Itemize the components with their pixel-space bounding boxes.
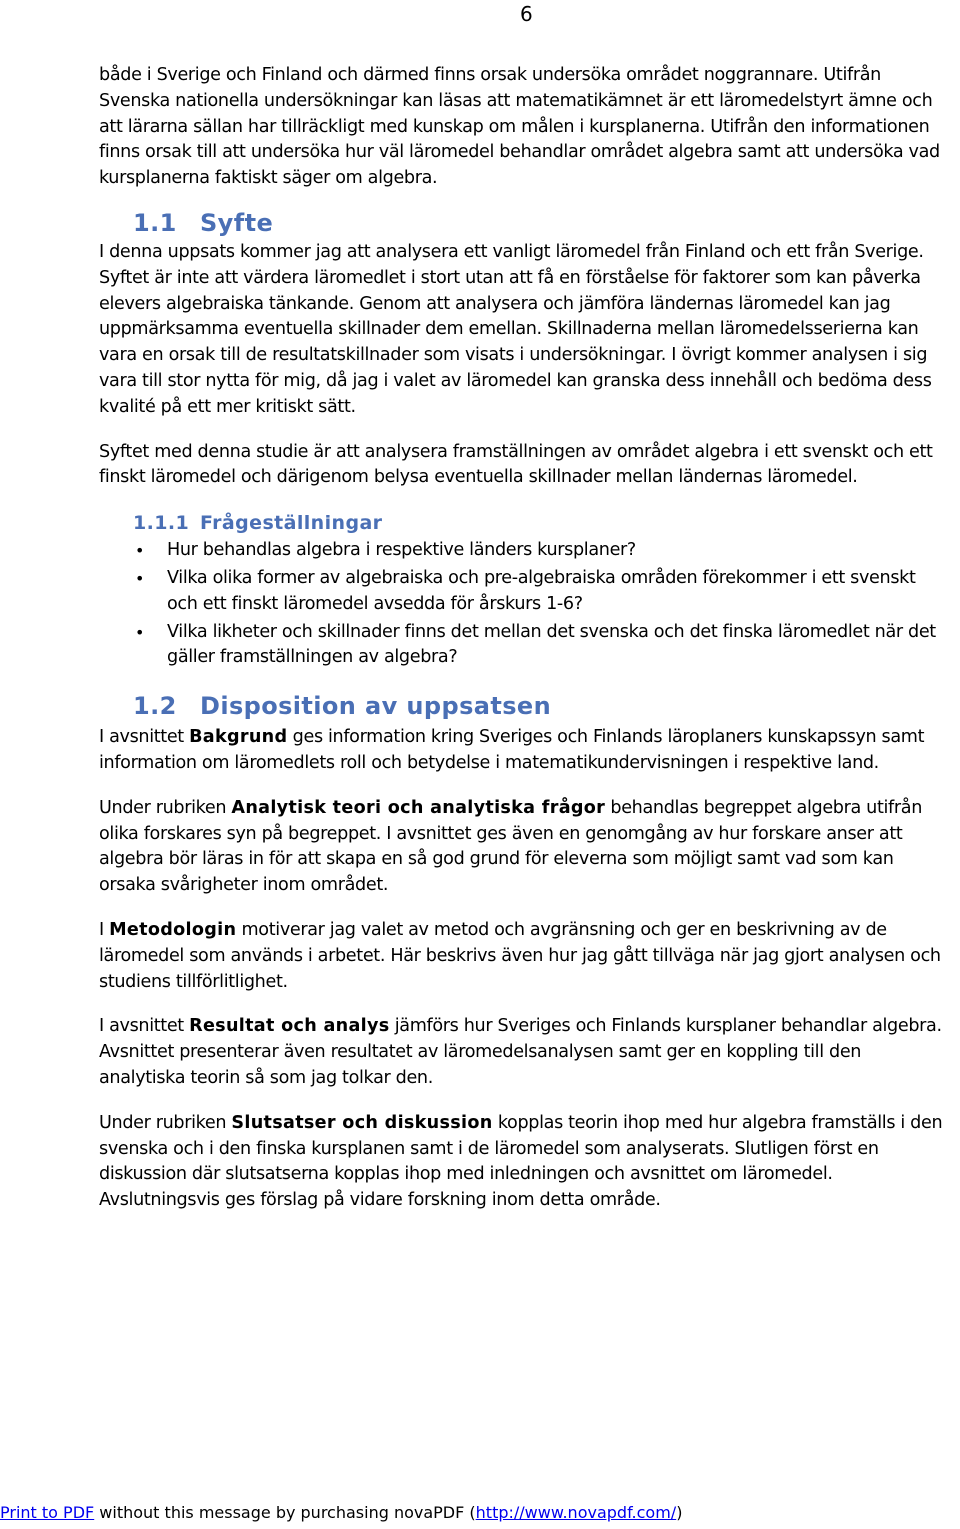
list-item	[99, 538, 951, 564]
novapdf-footer	[0, 1502, 960, 1524]
section-title: Disposition av uppsatsen	[200, 692, 552, 721]
print-to-pdf-link[interactable]: Print to PDF	[0, 1503, 95, 1522]
bold-term: Analytisk teori och analytiska frågor	[231, 797, 606, 818]
bold-term: Bakgrund	[189, 727, 288, 748]
text-run: motiverar jag valet av metod och avgränsning och ger en beskrivning av de läromedel som används i arbetet. Här beskrivs även hur jag gått tillväga när jag gjort analysen och studiens tillförlitlighet.	[99, 919, 941, 992]
text-run: jämförs hur Sveriges och Finlands kursplaner behandlar algebra. Avsnittet presenterar även resultatet av läromedelsanalysen samt ger en koppling till den analytiska teorin så som jag tolkar den.	[99, 1016, 942, 1088]
text-run: I	[99, 919, 110, 940]
disposition-paragraph-metodologin	[99, 918, 951, 995]
section-number: 1.2	[133, 692, 177, 721]
subsection-title: Frågeställningar	[200, 512, 383, 535]
section-heading-disposition	[99, 691, 951, 721]
text-run: I avsnittet	[99, 1016, 190, 1037]
text-run: Under rubriken	[99, 797, 232, 818]
text-run: I avsnittet	[99, 727, 190, 748]
intro-paragraph: både i Sverige och Finland och därmed finns orsak undersöka området noggrannare. Utifrån Svenska nationella undersökningar kan läsas att matematikämnet är ett läromedelstyrt ämne och att lärarna sällan har tillräckligt med kunskap om målen i kursplanerna. Utifrån den informationen finns orsak till att undersöka hur väl läromedel behandlar området algebra samt att undersöka vad kursplanerna faktiskt säger om algebra.	[99, 65, 940, 189]
question-text: Vilka likheter och skillnader finns det mellan det svenska och det finska läromedlet när det gäller framställningen av algebra?	[167, 621, 936, 668]
page-content	[99, 63, 951, 1233]
footer-text-end: )	[676, 1503, 683, 1522]
bold-term: Resultat och analys	[189, 1016, 390, 1037]
subsection-number: 1.1.1	[133, 512, 190, 535]
footer-text: without this message by purchasing novaPDF (	[94, 1503, 476, 1522]
list-item	[99, 620, 951, 672]
text-run: ges information kring Sveriges och Finlands läroplaners kunskapssyn samt information om läromedlets roll och betydelse i matematikundervisningen i respektive land.	[99, 727, 925, 773]
text-run: Under rubriken	[99, 1112, 232, 1133]
disposition-paragraph-bakgrund	[99, 725, 951, 777]
disposition-paragraph-slutsatser	[99, 1111, 951, 1214]
question-text: Hur behandlas algebra i respektive länders kursplaner?	[167, 540, 636, 561]
bullet-icon: •	[135, 541, 145, 561]
syfte-paragraph-2: Syftet med denna studie är att analysera framställningen av området algebra i ett svenskt och ett finskt läromedel och därigenom belysa eventuella skillnader mellan ländernas läromedel.	[99, 441, 933, 488]
novapdf-url-link[interactable]: http://www.novapdf.com/	[475, 1503, 677, 1522]
list-item	[99, 566, 951, 618]
text-run: kopplas teorin ihop med hur algebra framställs i den svenska och i den finska kursplanen samt i de läromedel som analyserats. Slutligen först en diskussion där slutsatserna kopplas ihop med inledningen och avsnittet om läromedel. Avslutningsvis ges förslag på vidare forskning inom detta område.	[99, 1112, 943, 1211]
bullet-icon: •	[135, 622, 145, 642]
text-run: behandlas begreppet algebra utifrån olika forskares syn på begreppet. I avsnittet ges även en genomgång av hur forskare anser att algebra bör läras in för att skapa en så god grund för eleverna som möjligt samt vad som kan orsaka svårigheter inom området.	[99, 797, 923, 896]
syfte-paragraph-1: I denna uppsats kommer jag att analysera ett vanligt läromedel från Finland och ett från Sverige. Syftet är inte att värdera läromedlet i stort utan att få en förståelse för faktorer som kan påverka elevers algebraiska tänkande. Genom att analysera och jämföra ländernas läromedel kan jag uppmärksamma eventuella skillnader dem emellan. Skillnaderna mellan läromedelsserierna kan vara en orsak till de resultatskillnader som visats i undersökningar. I övrigt kommer analysen i sig vara till stor nytta för mig, då jag i valet av läromedel kan granska dess innehåll och bedöma dess kvalité på ett mer kritiskt sätt.	[99, 241, 932, 417]
subsection-heading-fragestallningar	[99, 510, 951, 536]
page-number: 6	[520, 2, 533, 26]
question-text: Vilka olika former av algebraiska och pre-algebraiska områden förekommer i ett svenskt och ett finskt läromedel avsedda för årskurs 1-6?	[167, 567, 916, 614]
disposition-paragraph-resultat	[99, 1014, 951, 1091]
section-number: 1.1	[133, 208, 177, 237]
bold-term: Slutsatser och diskussion	[231, 1112, 493, 1133]
section-title: Syfte	[200, 208, 274, 237]
disposition-paragraph-analytisk-teori	[99, 796, 951, 899]
section-heading-syfte	[99, 208, 951, 238]
bullet-icon: •	[135, 568, 145, 588]
bold-term: Metodologin	[109, 919, 237, 940]
question-list	[99, 538, 951, 671]
